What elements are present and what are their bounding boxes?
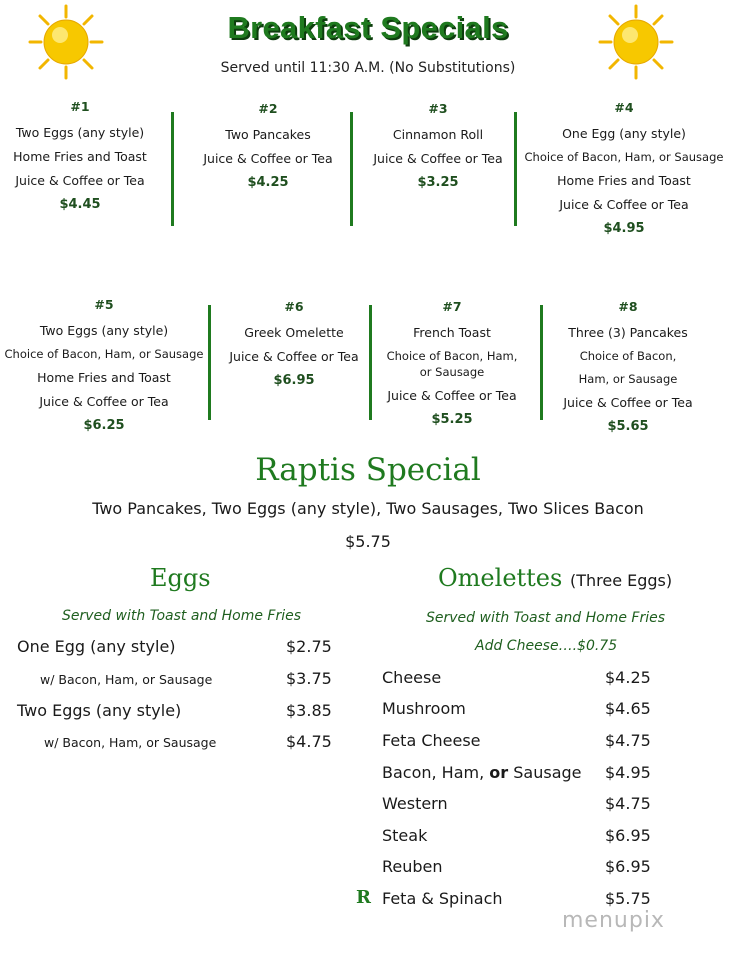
special-line: Choice of Bacon, Ham, or Sausage [524,150,724,164]
special-line: Home Fries and Toast [557,173,691,188]
omelette-item-price: $4.25 [605,668,651,687]
special-line: Juice & Coffee or Tea [203,151,333,166]
omelette-name-part: Sausage [508,763,582,782]
eggs-item-price: $3.75 [286,669,332,688]
eggs-item-price: $4.75 [286,732,332,751]
divider [350,112,353,226]
special-item-7 [376,299,528,427]
omelette-item-name [382,763,582,782]
special-line: Juice & Coffee or Tea [15,173,145,188]
page-title: Breakfast Specials [227,10,509,45]
omelette-item-price: $4.65 [605,699,651,718]
special-line: Juice & Coffee or Tea [229,349,359,364]
omelette-item-price: $4.75 [605,794,651,813]
special-item-1 [4,99,156,212]
special-line: Three (3) Pancakes [568,325,688,340]
special-item-4 [524,100,724,236]
special-number: #2 [258,101,278,116]
omelettes-title: Omelettes [438,564,563,592]
omelette-item-name: Western [382,794,448,813]
divider [369,305,372,420]
special-item-3 [360,101,516,190]
special-line: One Egg (any style) [562,126,686,141]
add-cheese-note: Add Cheese….$0.75 [475,638,618,654]
special-price: $4.95 [603,221,645,236]
raptis-logo-icon: R [356,887,371,908]
special-line: Juice & Coffee or Tea [387,388,517,403]
special-price: $4.25 [247,175,289,190]
raptis-special-description: Two Pancakes, Two Eggs (any style), Two Sausages, Two Slices Bacon [92,499,644,518]
special-line: Two Pancakes [225,127,311,142]
special-line: Greek Omelette [244,325,344,340]
eggs-served-with: Served with Toast and Home Fries [62,608,302,624]
eggs-item-name: w/ Bacon, Ham, or Sausage [44,735,217,750]
special-price: $3.25 [417,175,459,190]
special-line: Two Eggs (any style) [15,125,145,140]
special-line: or Sausage [419,365,485,379]
special-line: Juice & Coffee or Tea [563,395,693,410]
special-line: Choice of Bacon, Ham, or Sausage [4,347,204,361]
eggs-section-title: Eggs [150,564,211,592]
omelette-item-price: $4.95 [605,763,651,782]
omelette-item-price: $5.75 [605,889,651,908]
raptis-special-price: $5.75 [345,532,391,551]
omelette-item-price: $6.95 [605,857,651,876]
special-number: #7 [442,299,462,314]
special-number: #6 [284,299,304,314]
special-price: $5.65 [607,419,649,434]
omelette-item-price: $6.95 [605,826,651,845]
special-item-5 [4,297,204,433]
special-number: #1 [70,99,90,114]
special-number: #8 [618,299,638,314]
eggs-item-name: One Egg (any style) [17,637,176,656]
omelette-item-name: Reuben [382,857,443,876]
eggs-item-name: w/ Bacon, Ham, or Sausage [40,672,213,687]
divider [171,112,174,226]
divider [540,305,543,420]
special-line: French Toast [413,325,491,340]
special-number: #3 [428,101,448,116]
omelette-name-or: or [489,763,509,782]
divider [208,305,211,420]
special-line: Choice of Bacon, Ham, [386,349,518,363]
omelette-item-name: Cheese [382,668,442,687]
omelette-item-name: Mushroom [382,699,466,718]
eggs-item-price: $3.85 [286,701,332,720]
special-price: $5.25 [431,412,473,427]
menupix-watermark: menupix [562,908,665,933]
special-line: Ham, or Sausage [578,372,678,386]
special-number: #5 [94,297,114,312]
special-price: $6.95 [273,373,315,388]
page-subtitle: Served until 11:30 A.M. (No Substitutions) [220,60,516,76]
special-line: Two Eggs (any style) [39,323,169,338]
omelettes-section-title [438,564,672,592]
special-number: #4 [614,100,634,115]
eggs-item-name: Two Eggs (any style) [17,701,182,720]
omelettes-served-with: Served with Toast and Home Fries [426,610,666,626]
omelette-name-part: Bacon, Ham, [382,763,490,782]
omelette-item-name: Feta & Spinach [382,889,503,908]
special-line: Juice & Coffee or Tea [373,151,503,166]
omelette-item-name: Steak [382,826,428,845]
special-line: Juice & Coffee or Tea [39,394,169,409]
special-line: Juice & Coffee or Tea [559,197,689,212]
special-line: Home Fries and Toast [37,370,171,385]
special-price: $6.25 [83,418,125,433]
raptis-special-title: Raptis Special [255,452,481,488]
eggs-item-price: $2.75 [286,637,332,656]
special-line: Home Fries and Toast [13,149,147,164]
special-line: Choice of Bacon, [579,349,677,363]
omelette-item-price: $4.75 [605,731,651,750]
divider [514,112,517,226]
omelettes-subtitle: (Three Eggs) [569,571,673,590]
special-item-2 [182,101,354,190]
special-item-8 [546,299,710,434]
special-item-6 [216,299,372,388]
special-line: Cinnamon Roll [392,127,484,142]
special-price: $4.45 [59,197,101,212]
omelette-item-name: Feta Cheese [382,731,481,750]
